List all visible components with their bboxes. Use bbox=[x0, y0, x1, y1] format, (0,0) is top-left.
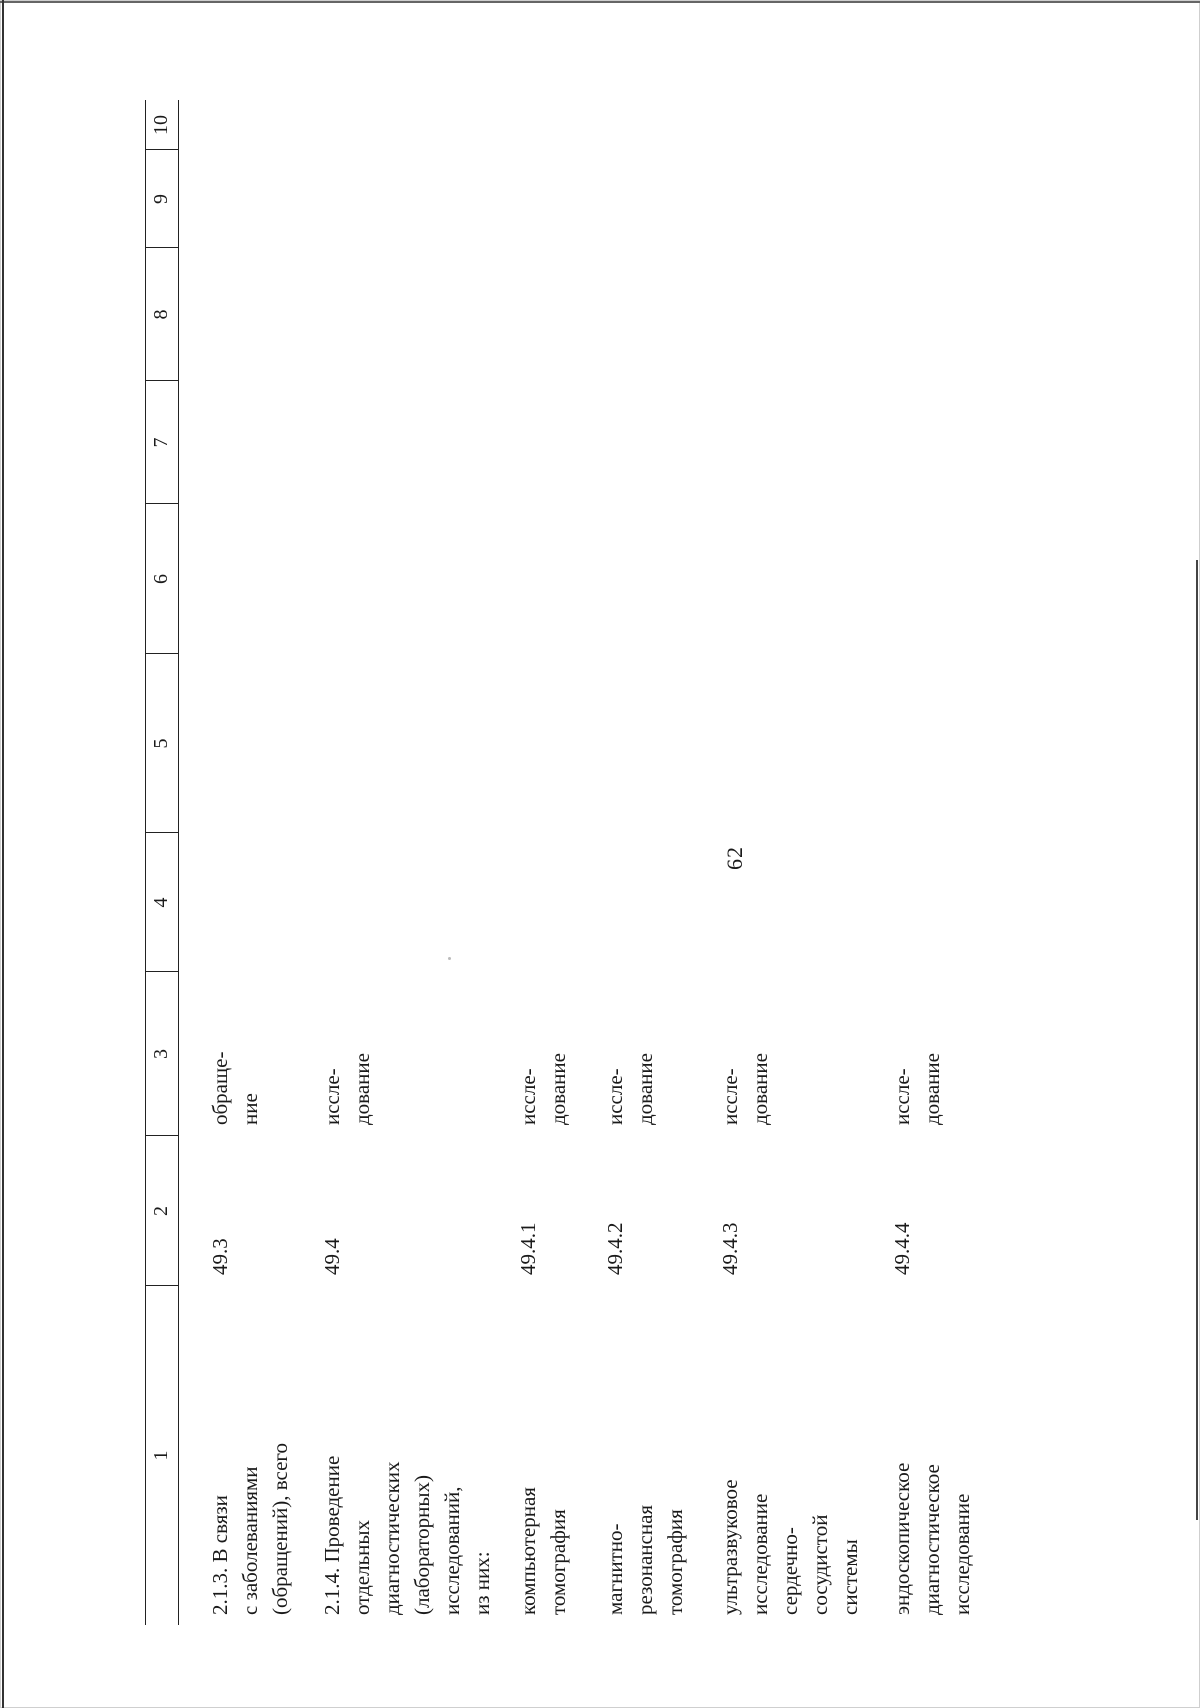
column-number-2: 2 bbox=[150, 1206, 172, 1216]
row-5-code: 49.4.3 bbox=[718, 1222, 742, 1275]
page-number: 62 bbox=[722, 846, 747, 870]
column-number-4: 4 bbox=[150, 897, 172, 908]
header-bottom-rule bbox=[178, 100, 179, 1625]
row-3-code: 49.4.1 bbox=[516, 1222, 540, 1275]
scan-edge-left bbox=[2, 0, 4, 1708]
column-number-10: 10 bbox=[150, 115, 172, 135]
row-2-code: 49.4 bbox=[320, 1238, 344, 1275]
row-1-code: 49.3 bbox=[208, 1238, 232, 1275]
row-2-name: 2.1.4. Проведение отдельных диагностических (лабораторных) исследований, из них: bbox=[320, 1455, 494, 1615]
row-2-unit: иссле- дование bbox=[320, 1053, 374, 1125]
row-3-name: компьютерная томография bbox=[516, 1487, 570, 1615]
row-1-name: 2.1.3. В связи с заболеваниями (обращений), всего bbox=[208, 1443, 292, 1615]
row-3-unit: иссле- дование bbox=[516, 1053, 570, 1125]
row-4-name: магнитно- резонансная томография bbox=[603, 1504, 687, 1615]
row-6-code: 49.4.4 bbox=[890, 1222, 914, 1275]
scan-edge-top bbox=[0, 1, 1200, 3]
column-number-1: 1 bbox=[150, 1450, 172, 1461]
column-number-3: 3 bbox=[150, 1049, 172, 1059]
column-number-9: 9 bbox=[150, 194, 172, 204]
row-6-name: эндоскопическое диагностическое исследование bbox=[890, 1462, 974, 1615]
column-number-8: 8 bbox=[150, 309, 172, 320]
rotated-table bbox=[145, 100, 1200, 1625]
column-number-5: 5 bbox=[150, 738, 172, 749]
row-4-unit: иссле- дование bbox=[603, 1053, 657, 1125]
row-4-code: 49.4.2 bbox=[603, 1222, 627, 1275]
row-5-unit: иссле- дование bbox=[718, 1053, 772, 1125]
column-number-6: 6 bbox=[150, 574, 172, 584]
column-number-7: 7 bbox=[150, 437, 172, 448]
row-1-unit: обраще- ние bbox=[208, 1051, 262, 1125]
row-6-unit: иссле- дование bbox=[890, 1053, 944, 1125]
row-5-name: ультразвуковое исследование сердечно- сосудистой системы bbox=[718, 1479, 862, 1615]
